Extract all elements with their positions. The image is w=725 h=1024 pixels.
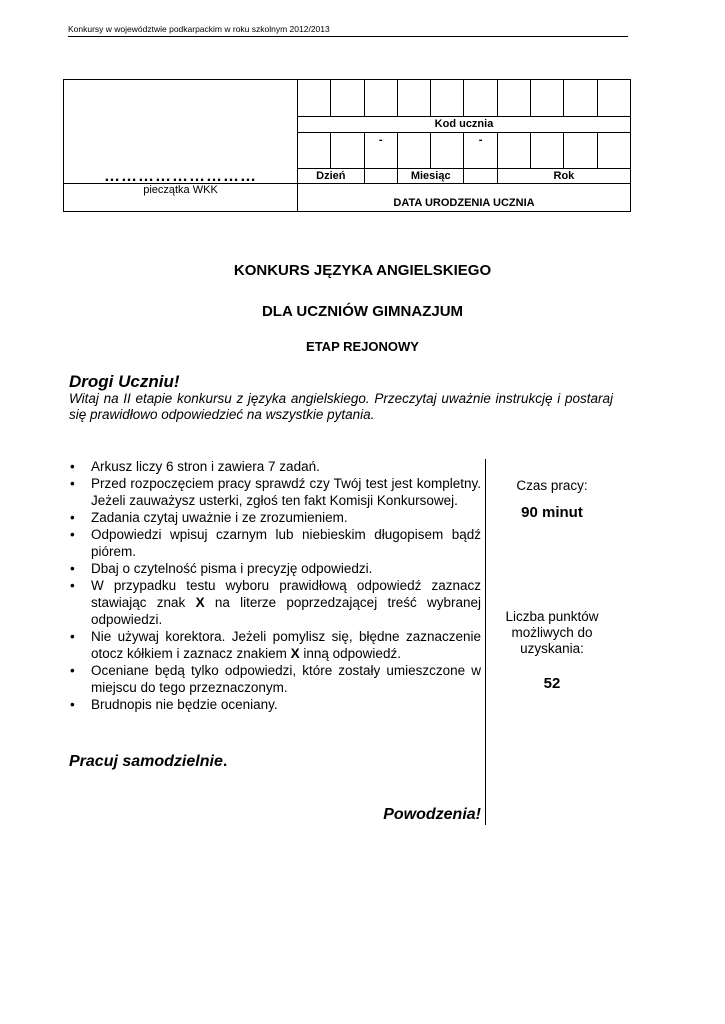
time-value: 90 minut	[521, 504, 583, 521]
x-mark: X	[195, 595, 205, 610]
code-box[interactable]	[331, 80, 364, 117]
instruction-text: na literze poprzedzającej treść wybranej odpowiedzi.	[91, 595, 481, 627]
date-separator: -	[464, 132, 497, 169]
intro-text: Witaj na II etapie konkursu z języka angielskiego. Przeczytaj uważnie instrukcję i postaraj się prawidłowo odpowiedzieć na wszystkie pytania.	[69, 391, 613, 422]
contest-subtitle: DLA UCZNIÓW GIMNAZJUM	[261, 303, 464, 320]
instruction-item: • Dbaj o czytelność pisma i precyzję odpowiedzi.	[69, 560, 481, 577]
date-box[interactable]	[431, 132, 464, 169]
code-box[interactable]	[397, 80, 430, 117]
day-label: Dzień	[298, 169, 365, 183]
instruction-item: • Arkusz liczy 6 stron i zawiera 7 zadań.	[69, 458, 481, 475]
code-box[interactable]	[497, 80, 530, 117]
date-box[interactable]	[564, 132, 597, 169]
column-divider	[485, 459, 486, 825]
date-box[interactable]	[597, 132, 630, 169]
year-label: Rok	[497, 169, 630, 183]
code-box[interactable]	[564, 80, 597, 117]
stamp-label: pieczątka WKK	[64, 183, 298, 211]
instruction-item: • Odpowiedzi wpisuj czarnym lub niebieskim długopisem bądź piórem.	[69, 526, 481, 560]
month-label: Miesiąc	[397, 169, 464, 183]
good-luck-text: Powodzenia!	[383, 806, 481, 823]
points-label: Liczba punktów możliwych do uzyskania:	[505, 609, 599, 656]
instructions-list	[69, 458, 481, 713]
instruction-item	[69, 628, 481, 662]
date-box[interactable]	[497, 132, 530, 169]
work-alone-dot: .	[222, 753, 228, 770]
points-value: 52	[543, 675, 561, 692]
code-box[interactable]	[364, 80, 397, 117]
date-box[interactable]	[298, 132, 331, 169]
stamp-dots: ………………………	[104, 167, 257, 185]
code-box[interactable]	[531, 80, 564, 117]
instruction-item: • Zadania czytaj uważnie i ze zrozumieniem.	[69, 509, 481, 526]
student-code-label: Kod ucznia	[298, 116, 631, 132]
code-box[interactable]	[597, 80, 630, 117]
x-mark: X	[290, 646, 300, 661]
student-info-table	[63, 79, 631, 212]
date-box[interactable]	[331, 132, 364, 169]
instruction-text: W przypadku testu wyboru prawidłową odpowiedź zaznacz stawiając znak	[91, 578, 481, 610]
code-box[interactable]	[431, 80, 464, 117]
date-box[interactable]	[531, 132, 564, 169]
work-alone-label: Pracuj samodzielnie	[69, 753, 223, 770]
stamp-area	[64, 80, 298, 184]
contest-title: KONKURS JĘZYKA ANGIELSKIEGO	[233, 262, 492, 279]
date-separator: -	[364, 132, 397, 169]
code-box[interactable]	[464, 80, 497, 117]
greeting: Drogi Uczniu!	[69, 372, 180, 391]
instruction-item	[69, 577, 481, 628]
birth-date-label: DATA URODZENIA UCZNIA	[298, 183, 631, 211]
time-label: Czas pracy:	[516, 478, 588, 493]
instruction-text: Nie używaj korektora. Jeżeli pomylisz się, błędne zaznaczenie otocz kółkiem i zaznacz znakiem	[91, 629, 481, 661]
date-box[interactable]	[397, 132, 430, 169]
page-header: Konkursy w województwie podkarpackim w roku szkolnym 2012/2013	[68, 24, 628, 37]
instruction-item: • Przed rozpoczęciem pracy sprawdź czy Twój test jest kompletny. Jeżeli zauważysz usterki, zgłoś ten fakt Komisji Konkursowej.	[69, 475, 481, 509]
instruction-item: • Oceniane będą tylko odpowiedzi, które zostały umieszczone w miejscu do tego przeznaczonym.	[69, 662, 481, 696]
instruction-text: inną odpowiedź.	[303, 646, 401, 661]
contest-stage: ETAP REJONOWY	[306, 339, 419, 354]
code-box[interactable]	[298, 80, 331, 117]
instruction-item: • Brudnopis nie będzie oceniany.	[69, 696, 481, 713]
work-alone-text	[69, 753, 227, 771]
